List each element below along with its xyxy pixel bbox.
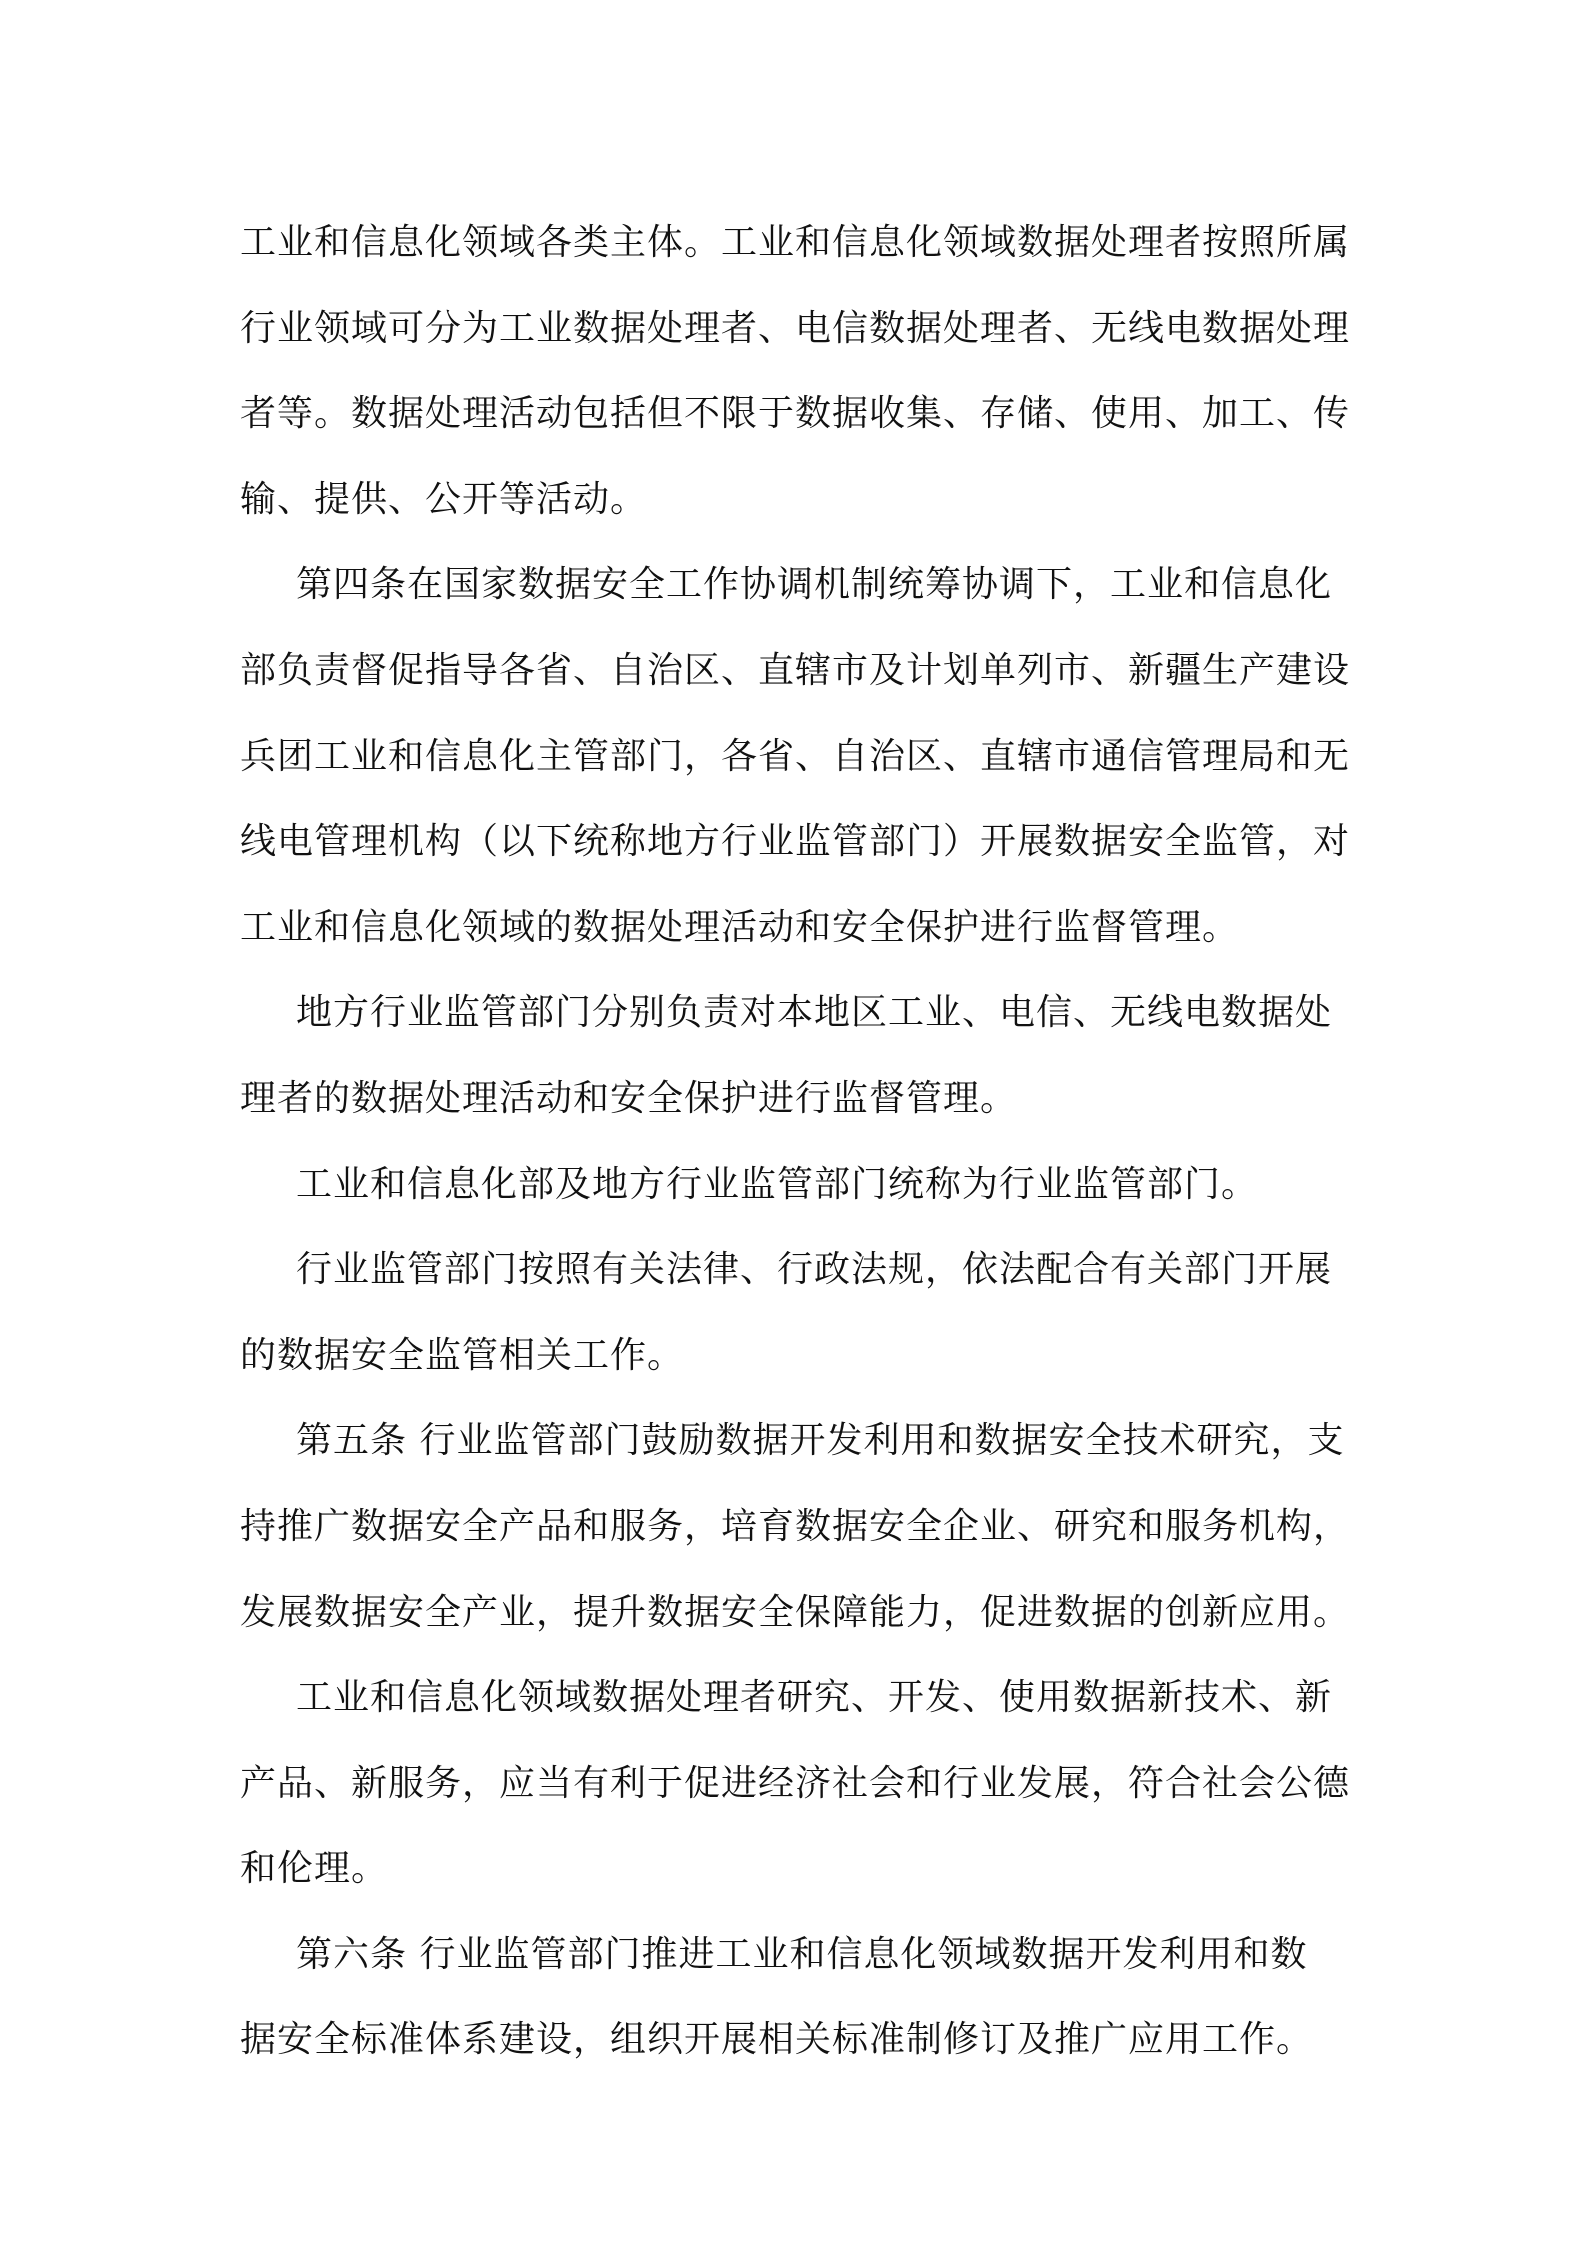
text-line: 线电管理机构（以下统称地方行业监管部门）开展数据安全监管，对	[240, 821, 1351, 863]
text-line: 部负责督促指导各省、自治区、直辖市及计划单列市、新疆生产建设	[240, 649, 1351, 691]
text-line: 据安全标准体系建设，组织开展相关标准制修订及推广应用工作。	[240, 2019, 1314, 2061]
text-line: 兵团工业和信息化主管部门，各省、自治区、直辖市通信管理局和无	[240, 735, 1351, 777]
text-line: 输、提供、公开等活动。	[240, 478, 648, 520]
document-page	[240, 200, 1352, 2083]
text-line: 的数据安全监管相关工作。	[240, 1334, 685, 1376]
text-line: 行业领域可分为工业数据处理者、电信数据处理者、无线电数据处理	[240, 307, 1351, 349]
text-line: 持推广数据安全产品和服务，培育数据安全企业、研究和服务机构，	[240, 1505, 1351, 1547]
article-6-start: 第六条 行业监管部门推进工业和信息化领域数据开发利用和数	[296, 1933, 1308, 1975]
article-4-start: 第四条在国家数据安全工作协调机制统筹协调下，工业和信息化	[296, 564, 1333, 606]
text-line: 工业和信息化领域的数据处理活动和安全保护进行监督管理。	[240, 906, 1240, 948]
text-line: 工业和信息化领域各类主体。工业和信息化领域数据处理者按照所属	[240, 222, 1351, 263]
text-line: 发展数据安全产业，提升数据安全保障能力，促进数据的创新应用。	[240, 1591, 1351, 1633]
paragraph-start: 工业和信息化领域数据处理者研究、开发、使用数据新技术、新	[296, 1677, 1333, 1719]
text-line: 者等。数据处理活动包括但不限于数据收集、存储、使用、加工、传	[240, 393, 1351, 435]
text-line: 理者的数据处理活动和安全保护进行监督管理。	[240, 1077, 1018, 1119]
paragraph-start: 工业和信息化部及地方行业监管部门统称为行业监管部门。	[296, 1163, 1259, 1205]
text-line: 产品、新服务，应当有利于促进经济社会和行业发展，符合社会公德	[240, 1762, 1351, 1804]
paragraph-start: 行业监管部门按照有关法律、行政法规，依法配合有关部门开展	[296, 1249, 1333, 1291]
paragraph-start: 地方行业监管部门分别负责对本地区工业、电信、无线电数据处	[296, 992, 1333, 1034]
article-5-start: 第五条 行业监管部门鼓励数据开发利用和数据安全技术研究，支	[296, 1420, 1345, 1462]
text-line: 和伦理。	[240, 1848, 389, 1890]
